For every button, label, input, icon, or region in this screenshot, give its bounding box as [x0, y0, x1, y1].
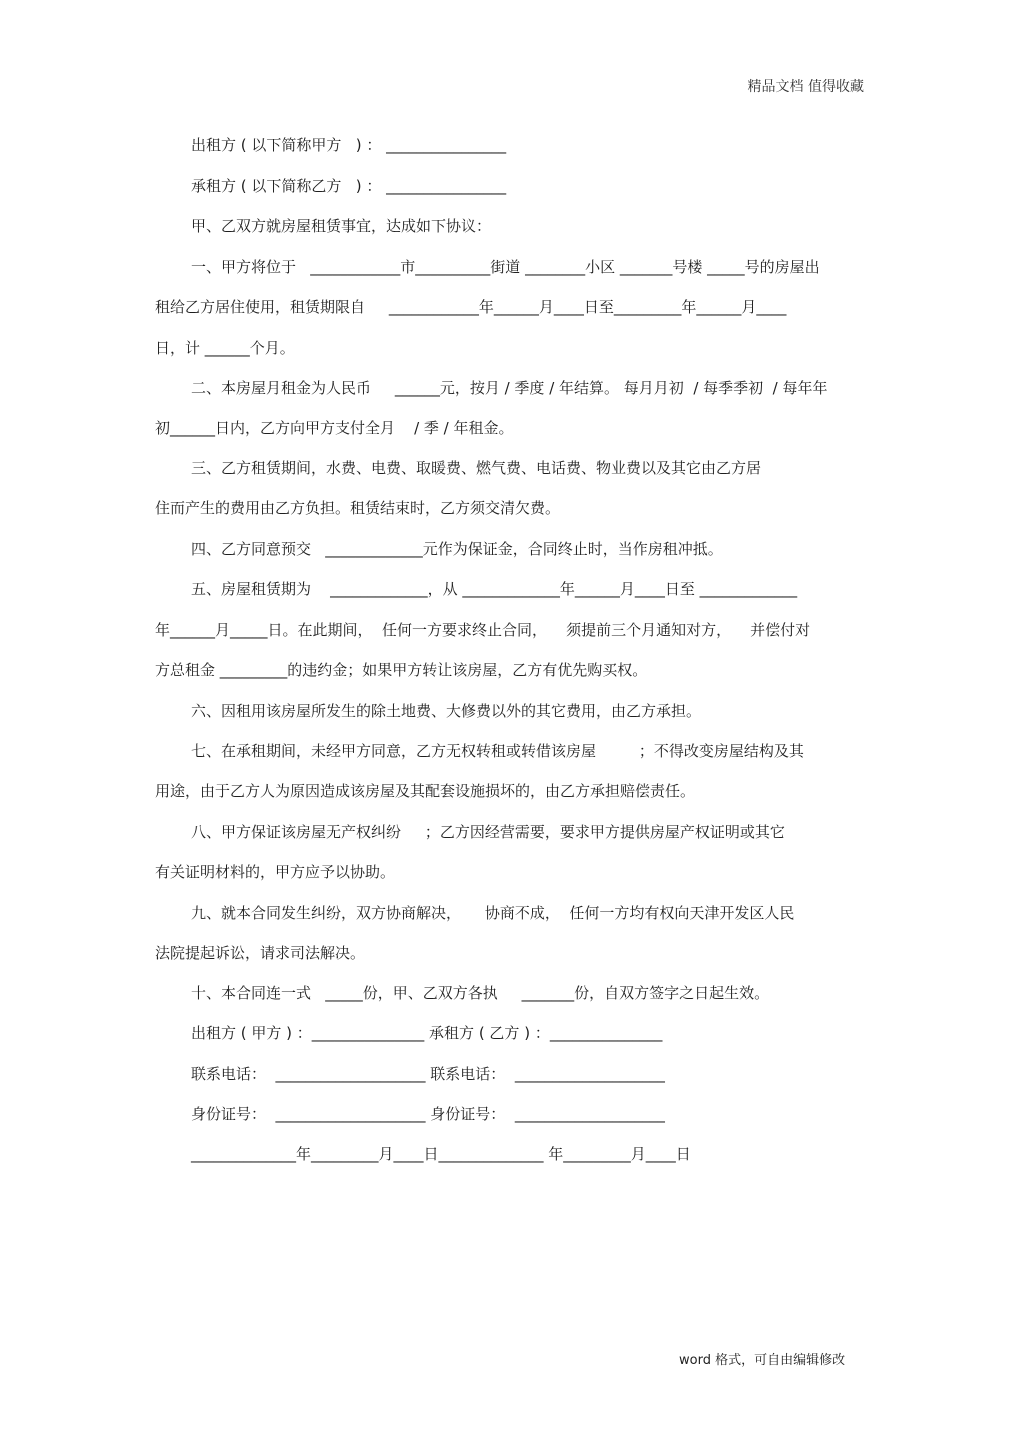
contract-line: 甲、乙双方就房屋租赁事宜，达成如下协议： — [191, 217, 492, 235]
contract-line: 二、本房屋月租金为人民币 ______元，按月 / 季度 / 年结算。 每月月初 / 每季季初 / 每年年 — [191, 379, 828, 397]
contract-line: 年______月_____日。在此期间， 任何一方要求终止合同， 须提前三个月通知对方， 并偿付对 — [155, 621, 811, 639]
contract-line: 承租方 ( 以下简称乙方 ) ： ________________ — [191, 177, 507, 195]
contract-line: 方总租金 _________的违约金；如果甲方转让该房屋，乙方有优先购买权。 — [155, 661, 648, 679]
contract-line: 法院提起诉讼，请求司法解决。 — [155, 944, 366, 962]
contract-line: 有关证明材料的，甲方应予以协助。 — [155, 863, 396, 881]
signature-line-party: 出租方 ( 甲方 ) ：_______________ 承租方 ( 乙方 ) ：_______________ — [191, 1024, 663, 1042]
contract-line: 四、乙方同意预交 _____________元作为保证金，合同终止时，当作房租冲抵。 — [191, 540, 723, 558]
contract-line: 住而产生的费用由乙方负担。租赁结束时，乙方须交清欠费。 — [155, 499, 561, 517]
contract-line: 九、就本合同发生纠纷，双方协商解决， 协商不成， 任何一方均有权向天津开发区人民 — [191, 904, 795, 922]
signature-line-date: ______________年_________月____日______________ 年_________月____日 — [191, 1145, 691, 1163]
contract-line: 出租方 ( 以下简称甲方 ) ： ________________ — [191, 136, 507, 154]
contract-line: 用途，由于乙方人为原因造成该房屋及其配套设施损坏的，由乙方承担赔偿责任。 — [155, 782, 696, 800]
contract-line: 初______日内，乙方向甲方支付全月 / 季 / 年租金。 — [155, 419, 514, 437]
contract-line: 三、乙方租赁期间，水费、电费、取暖费、燃气费、电话费、物业费以及其它由乙方居 — [191, 459, 762, 477]
footer-note: word 格式，可自由编辑修改 — [679, 1353, 846, 1368]
contract-line: 租给乙方居住使用，租赁期限自 ____________年______月____日至_________年______月____ — [155, 298, 787, 316]
contract-line: 日，计 ______个月。 — [155, 339, 295, 357]
contract-line: 十、本合同连一式 _____份，甲、乙双方各执 _______份，自双方签字之日起生效。 — [191, 984, 770, 1002]
signature-line-id: 身份证号： ____________________ 身份证号： ____________________ — [191, 1105, 665, 1123]
contract-line: 七、在承租期间，未经甲方同意，乙方无权转租或转借该房屋 ；不得改变房屋结构及其 — [191, 742, 804, 760]
contract-line: 五、房屋租赁期为 _____________，从 _____________年______月____日至 _____________ — [191, 580, 798, 598]
contract-line: 六、因租用该房屋所发生的除土地费、大修费以外的其它费用，由乙方承担。 — [191, 702, 702, 720]
contract-line: 一、甲方将位于 ____________市__________街道 ________小区 _______号楼 _____号的房屋出 — [191, 258, 820, 276]
header-note: 精品文档 值得收藏 — [747, 79, 864, 95]
contract-line: 八、甲方保证该房屋无产权纠纷 ；乙方因经营需要，要求甲方提供房屋产权证明或其它 — [191, 823, 785, 841]
signature-line-phone: 联系电话： ____________________ 联系电话： ____________________ — [191, 1065, 665, 1083]
